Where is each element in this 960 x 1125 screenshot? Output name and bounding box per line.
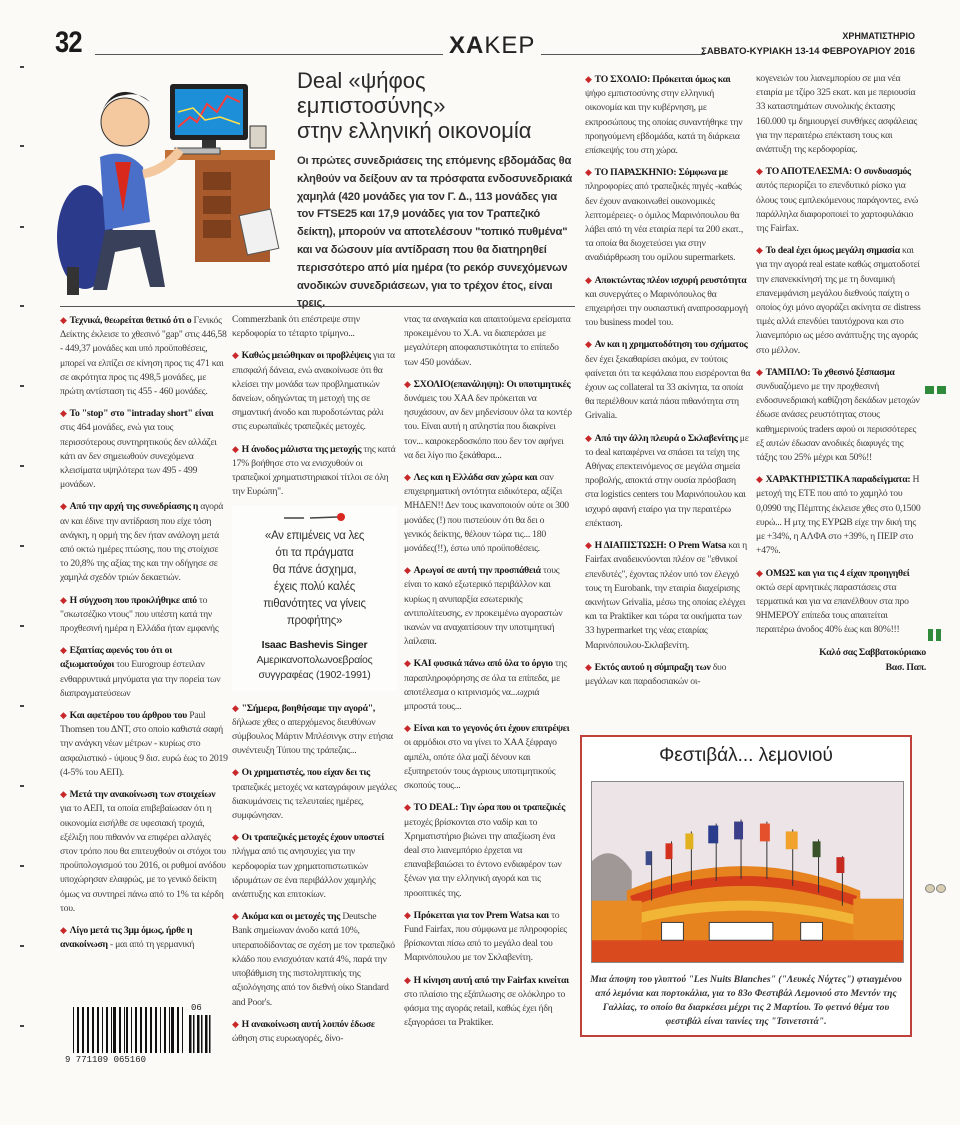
- paragraph-lead-in: Το deal έχει όμως μεγάλη σημασία: [765, 245, 900, 257]
- article-paragraph: [585, 431, 751, 531]
- paragraph-lead-in: Καθώς μειώθηκαν οι προβλέψεις: [241, 350, 371, 362]
- article-paragraph: [404, 313, 572, 370]
- desk-drawer: [203, 220, 231, 238]
- margin-tick: [20, 625, 24, 627]
- paragraph-text: οι αρμόδιοι στο να γίνει το ΧΑΑ ξέφραγο αμπέλι, οπότε όλα μαζί δένουν και εξυπηρετούν τους άγριους υποτιμητικούς σκοπούς τους...: [404, 737, 557, 792]
- paragraph-lead-in: Τεχνικά, θεωρείται θετικό ότι ο: [69, 315, 192, 326]
- paragraph-text: του Eurogroup έστειλαν ενθαρρυντικά μηνύματα για την πορεία των διαπραγματεύσεων: [60, 659, 221, 699]
- paragraph-lead-in: Η κίνηση αυτή από την Fairfax κινείται: [413, 974, 569, 986]
- paragraph-lead-in: Εξαιτίας αφενός του ότι οι αξιωματούχοι: [60, 645, 172, 671]
- article-paragraph: [404, 470, 572, 556]
- paragraph-lead-in: Μετά την ανακοίνωση των στοιχείων: [69, 789, 216, 801]
- barcode-addon-bar: [201, 1015, 203, 1053]
- column-2-bottom: [232, 701, 397, 1046]
- paragraph-lead-in: Και αφετέρου του άρθρου του: [69, 710, 188, 722]
- bullet-diamond-icon: ◆: [232, 832, 239, 843]
- margin-tick: [20, 785, 24, 787]
- bullet-diamond-icon: ◆: [585, 540, 592, 551]
- quote-text: [234, 528, 395, 630]
- article-paragraph: [404, 721, 572, 793]
- barcode-bar: [126, 1007, 128, 1053]
- signoff: [756, 645, 926, 675]
- paragraph-text: αυτός περιορίζει το επενδυτικό ρίσκο για όλους τους εμπλεκόμενους παράγοντες, ενώ παράλληλα διαφοροποιεί το χαρτοφυλάκιο της Fairfax.: [756, 180, 919, 235]
- barcode-bar: [131, 1007, 132, 1053]
- paragraph-lead-in: ΣΧΟΛΙΟ(επανάληψη): Οι υποτιμητικές: [413, 378, 571, 390]
- barcode-bar: [150, 1007, 152, 1053]
- article-paragraph: [585, 273, 751, 331]
- bullet-diamond-icon: ◆: [60, 501, 67, 512]
- article-paragraph: [756, 164, 926, 236]
- barcode-bar: [119, 1007, 121, 1053]
- barcode-bar: [140, 1007, 142, 1053]
- paragraph-lead-in: Ακόμα και οι μετοχές της: [241, 911, 341, 923]
- trader-head: [101, 98, 149, 146]
- bullet-diamond-icon: ◆: [232, 1018, 239, 1029]
- issue-date: ΣΑΒΒΑΤΟ-ΚΥΡΙΑΚΗ 13-14 ΦΕΒΡΟΥΑΡΙΟΥ 2016: [701, 46, 915, 57]
- margin-tick: [20, 1025, 24, 1027]
- base-stripe: [592, 940, 903, 962]
- paragraph-lead-in: Πρόκειται για τον Prem Watsa και: [413, 909, 549, 921]
- bullet-diamond-icon: ◆: [756, 567, 763, 578]
- signoff-greeting: Καλό σας Σαββατοκύριακο: [819, 646, 926, 658]
- paragraph-text: Paul Thomsen του ΔΝΤ, στο οποίο καθιστά σαφή την ανάγκη νέων μέτρων - κυρίως στο ασφαλιστικό - ύψους 9 δισ. ευρώ έως το 2019 (4-5% του ΑΕΠ).: [60, 710, 228, 778]
- paragraph-text: πληροφορίες από τραπεζικές πηγές -καθώς δεν έχουν ανακοινωθεί οικονομικές λεπτομέρειες- ο όμιλος Μαρινόπουλου θα λάβει από τη νέα εταιρία περί τα 200 εκατ., τα οποία θα διοχετεύσει για στην αναδιάρθρωση του ομίλου supermarkets.: [585, 181, 744, 264]
- paragraph-text: - μαι από τη γερμανική: [107, 939, 195, 951]
- section-title-rest: ΚΕΡ: [484, 32, 536, 59]
- paragraph-text: και η Fairfax αναδεικνύονται πλέον σε "εθνικοί επενδυτές", έχοντας πλέον υπό τον έλεγχό τους τη Eurobank, την εταιρία διαχείρισης ακινήτων Grivalia, μέσω της οποίας ελέγχει και τα Praktiker και τώρα τα οικήματα των 33 hypermarket της νέας εταιρίας Μαρινόπουλου-Σκλαβενίτη.: [585, 540, 747, 651]
- barcode-bar: [155, 1007, 157, 1053]
- barcode-bar: [77, 1007, 79, 1053]
- margin-tick: [20, 226, 24, 228]
- header-rule: [95, 54, 705, 55]
- barcode-bar: [111, 1007, 112, 1053]
- paragraph-text: αγορά αν και έδινε την αντίδραση που είχε τόση ανάγκη, η ορμή της δεν ήταν ανάλογη μετά από οκτώ ημέρες πτώσης, που της στοίχισε το 20,8% της αξίας της και την οδήγησε σε χαμηλά σχεδόν τριών δεκαετιών.: [60, 501, 224, 584]
- barcode-bar: [169, 1007, 170, 1053]
- paragraph-text: συνδυαζόμενο με την προχθεσινή ενδοσυνεδριακή καθίζηση δεκάδων μετοχών έδωσε ανάσες ρευστότητας στους καθημερινούς traders αφού οι περισσότερες εξ αυτών έδωσαν ανοδικές διαφυγές της τάξης του 25% μέχρι και 50%!!: [756, 381, 920, 464]
- article-paragraph: [232, 701, 397, 759]
- photo-feature-title: Φεστιβάλ... λεμονιού: [659, 745, 833, 766]
- barcode-bar: [73, 1007, 74, 1053]
- paragraph-text: στις 464 μονάδες, ενώ για τους περισσότερους συντηρητικούς δεν αλλάζει κάτι αν δεν σημειωθούν συνεχόμενα κλεισίματα υψηλότερα των 495 - 499 μονάδων.: [60, 422, 217, 491]
- article-paragraph: [404, 377, 572, 463]
- barcode-bar: [145, 1007, 147, 1053]
- bullet-diamond-icon: ◆: [60, 710, 67, 721]
- article-paragraph: [404, 973, 572, 1031]
- barcode: [65, 1005, 215, 1067]
- newspaper-name: ΧΡΗΜΑΤΙΣΤΗΡΙΟ: [842, 31, 915, 41]
- paragraph-text: δυο μεγάλων και παραδοσιακών οι-: [585, 661, 727, 687]
- article-paragraph: [60, 313, 228, 399]
- barcode-bar: [82, 1007, 84, 1053]
- article-header: [297, 68, 574, 313]
- paragraph-text: της κατά 17% βοήθησε στο να ενισχυθούν οι τραπεζικοί χρηματιστηριακοί τίτλοι σε όλη την Ευρώπη".: [232, 443, 396, 498]
- paragraph-lead-in: Λες και η Ελλάδα σαν χώρα και: [413, 472, 538, 484]
- bullet-diamond-icon: ◆: [60, 789, 67, 800]
- paragraph-lead-in: ΤΟ DEAL: Την ώρα που οι τραπεζικές: [413, 802, 566, 814]
- barcode-addon-bar: [189, 1015, 192, 1053]
- paragraph-text: της παραπληροφόρησης σε όλα τα επίπεδα, με αποτέλεσμα ο κιτρινισμός να...ωχριά μπροστά τους...: [404, 658, 567, 713]
- barcode-bar: [177, 1007, 179, 1053]
- article-paragraph: [232, 1017, 397, 1046]
- monitor-screen: [175, 89, 243, 135]
- chair-base: [67, 267, 79, 295]
- margin-green-squares: [925, 381, 947, 389]
- paragraph-text: ντας τα αναγκαία και απαιτούμενα ερείσματα προκειμένου το Χ.Α. να διαπεράσει με μεγαλύτερη αποφασιστικότητα το επίπεδο των 450 μονάδων.: [404, 314, 571, 368]
- page-header: [55, 20, 915, 60]
- bullet-diamond-icon: ◆: [60, 645, 67, 656]
- paragraph-text: Η μετοχή της ΕΤΕ που από το χαμηλό του 0,0990 της Πέμπτης έκλεισε χθες στο 0,1500 ευρώ... Η μτχ της ΕΥΡΩΒ είχε την δική της με +34%, η ΑΛΦΑ στο +39%, η ΠΕΙΡ στο +47%.: [756, 474, 921, 557]
- article-paragraph: [404, 656, 572, 714]
- paragraph-text: και συνεργάτες ο Μαρινόπουλος θα επιχειρήσει την ουσιαστική αναπροσαρμογή του business model του.: [585, 288, 748, 329]
- column-1: [60, 313, 228, 959]
- bullet-diamond-icon: ◆: [756, 474, 763, 485]
- desk-drawer: [203, 172, 231, 190]
- paragraph-text: οκτώ σερί αρνητικές παραστάσεις στα τερματικά και για να επανέλθουν στα προ 9ΗΜΕΡΟΥ επίπεδα τους απαιτείται περαιτέρω άνοδος 40% έως και 80%!!!: [756, 581, 909, 636]
- paragraph-text: Deutsche Bank σημείωναν άνοδο κατά 10%, υπεραποδίδοντας σε σχέση με τον τραπεζικό κλάδο που ενισχυόταν κατά 4%, παρά την υποβάθμιση της πιστοληπτικής της αξιολόγησης από τον διεθνή οίκο Standard and Poor's.: [232, 911, 395, 1008]
- quote-line: θα πάνε άσχημα,: [272, 564, 357, 577]
- bullet-diamond-icon: ◆: [404, 378, 411, 389]
- bullet-diamond-icon: ◆: [404, 472, 411, 483]
- barcode-bar: [102, 1007, 103, 1053]
- paragraph-text: δεν έχει ξεκαθαρίσει ακόμα, εν τούτοις φαίνεται ότι τα κεφάλαια που εισρέρονται θα έχουν ως collateral τα 33 ακίνητα, τα οποία θα περιέλθουν κατά πάσα πιθανότητα στη Grivalia.: [585, 353, 751, 422]
- bullet-diamond-icon: ◆: [232, 702, 239, 713]
- quote-line: έχεις πολύ καλές: [273, 581, 356, 594]
- paragraph-lead-in: Αρωγοί σε αυτή την προσπάθειά: [413, 565, 541, 577]
- paragraph-lead-in: ΧΑΡΑΚΤΗΡΙΣΤΙΚΑ παραδείγματα:: [765, 474, 911, 486]
- margin-tick: [20, 385, 24, 387]
- margin-tick: [20, 945, 24, 947]
- paragraph-text: και για την αγορά real estate καθώς σηματοδοτεί την επανεκκίνησή της με τη δυναμική επανεμφάνιση μεγάλου διεθνούς παίχτη ο οποίος όχι μόνο αγοράζει ακίνητα σε distress τιμές αλλά επενδύει ταυτόχρονα και στο λιανεμπόριο ως μέσο ανάπτυξης της αγοράς στο μέλλον.: [756, 245, 921, 356]
- paragraph-text: το "σκωτσέζικο ντους" που υπέστη κατά την προχθεσινή ημέρα η Ελλάδα ήταν εμφανής: [60, 594, 219, 635]
- barcode-bar: [164, 1007, 166, 1053]
- window: [709, 922, 773, 940]
- paragraph-lead-in: ΟΜΩΣ και για τις 4 είχαν προηγηθεί: [765, 567, 910, 579]
- margin-pause-mark: [928, 628, 944, 640]
- photo-caption: Μια άποψη του γλυπτού "Les Nuits Blanches" ("Λευκές Νύχτες") φτιαγμένου από λεμόνια και πορτοκάλια, για το 83ο Φεστιβάλ Λεμονιού στο Μεντόν της Γαλλίας, το οποίο θα διαρκέσει μέχρι τις 2 Μαρτίου. Το φετινό θέμα του φεστιβάλ είναι ταινίες της "Τσινετσιτά".: [590, 974, 902, 1027]
- paragraph-text: κογενειών του λιανεμπορίου σε μια νέα εταιρία με τζίρο 325 εκατ. και με περιουσία 33 καταστημάτων συνολικής έκτασης 160.000 τμ δημιουργεί συνθήκες ασφάλειας για την περαιτέρω επέκταση τους και ανάπτυξη της κερδοφορίας.: [756, 73, 918, 156]
- bullet-diamond-icon: ◆: [585, 432, 592, 443]
- bullet-diamond-icon: ◆: [756, 166, 763, 177]
- bullet-diamond-icon: ◆: [585, 74, 592, 84]
- article-paragraph: [60, 593, 228, 637]
- paragraph-lead-in: Η σύγχυση που προκλήθηκε από: [69, 594, 197, 606]
- paragraph-lead-in: ΤΟ ΑΠΟΤΕΛΕΣΜΑ: Ο συνδυασμός: [765, 166, 911, 178]
- bullet-diamond-icon: ◆: [60, 315, 67, 325]
- paragraph-text: Commerzbank ότι επέστρεψε στην κερδοφορία το τέταρτο τρίμηνο...: [232, 314, 360, 340]
- article-paragraph: [585, 337, 751, 423]
- margin-tick: [20, 545, 24, 547]
- bullet-diamond-icon: ◆: [232, 767, 239, 778]
- paragraph-lead-in: Από την άλλη πλευρά ο Σκλαβενίτης: [594, 432, 738, 444]
- barcode-bar: [113, 1007, 116, 1053]
- quote-line: πιθανότητες να γίνεις: [263, 598, 366, 611]
- headline-line: στην ελληνική οικονομία: [297, 118, 532, 143]
- barcode-bar: [182, 1007, 183, 1053]
- bullet-diamond-icon: ◆: [756, 245, 763, 256]
- paragraph-lead-in: ΤΟ ΣΧΟΛΙΟ: Πρόκειται όμως και: [594, 74, 731, 85]
- paragraph-text: ψήφο εμπιστοσύνης στην ελληνική οικονομία και την κυβέρνηση, με εκπροσώπους της οποίας συναντήθηκε την προηγούμενη εβδομάδα, κατά τη διάρκεια επίσκεψής του στη χώρα.: [585, 88, 743, 157]
- window: [662, 922, 684, 940]
- paragraph-lead-in: Λίγο μετά τις 3μμ όμως, ήρθε η ανακοίνωση: [60, 924, 193, 951]
- margin-circles: [925, 880, 949, 890]
- paragraph-lead-in: ΤΟ ΠΑΡΑΣΚΗΝΙΟ: Σύμφωνα με: [594, 167, 728, 179]
- headline-line: εμπιστοσύνης»: [297, 93, 446, 118]
- paragraph-text: για τα επισφαλή δάνεια, ενώ ανακοίνωσε ότι θα κλείσει την μονάδα των προβληματικών δανείων, οδηγώντας τη μετοχή της σε σημαντική άνοδο και πυροδοτώντας ράλι στις ευρωπαϊκές τραπεζικές μετοχές.: [232, 350, 395, 433]
- article-paragraph: [404, 908, 572, 966]
- bullet-diamond-icon: ◆: [60, 594, 67, 605]
- paragraph-text: το Fund Fairfax, που σύμφωνα με πληροφορίες βρίσκονται πίσω από το μεγάλο deal του Μαρινόπουλου με τον Σκλαβενίτη.: [404, 909, 567, 964]
- paragraph-lead-in: Αν και η χρηματοδότηση του σχήματος: [594, 339, 748, 351]
- article-paragraph: [60, 708, 228, 780]
- paragraph-lead-in: Οι χρηματιστές, που είχαν δει τις: [241, 767, 370, 779]
- paragraph-lead-in: Αποκτώντας πλέον ισχυρή ρευστότητα: [594, 274, 747, 286]
- article-paragraph: [60, 499, 228, 585]
- paragraph-text: δυνάμεις του ΧΑΑ δεν πρόκειται να ησυχάσουν, αν δεν μηδενίσουν όλα τα κοντέρ του. Είναι αυτή η απληστία που διακρίνει τον... καιροκερδοσκόπο που δεν τον αφήνει να δει λίγο πιο ξεκάθαρα...: [404, 393, 572, 461]
- column-2: [232, 313, 397, 1053]
- article-paragraph: [585, 660, 751, 689]
- bullet-diamond-icon: ◆: [404, 658, 411, 669]
- barcode-bar: [87, 1007, 89, 1053]
- section-title-bold: ΧΑ: [449, 32, 485, 59]
- article-paragraph: [585, 165, 751, 265]
- column-2-top: [232, 313, 397, 499]
- article-paragraph: [232, 765, 397, 823]
- column-3: [404, 313, 572, 1037]
- section-title: [443, 32, 541, 60]
- column-4: [585, 72, 751, 696]
- article-paragraph: [756, 72, 926, 157]
- paragraph-text: στο πλαίσιο της εξάπλωσης σε ολόκληρο το φάσμα της αγοράς retail, καθώς έχει ήδη εξαγοράσει τα Praktiker.: [404, 988, 566, 1029]
- pin-icon: [280, 512, 350, 522]
- quote-box: [232, 506, 397, 690]
- bullet-diamond-icon: ◆: [756, 366, 763, 377]
- paragraph-text: πλήγμα από τις ανησυχίες για την κερδοφορία των χρηματοπιστωτικών ιδρυμάτων σε ένα περιβάλλον χαμηλής ανάπτυξης και επιτοκίων.: [232, 846, 376, 901]
- paragraph-text: τραπεζικές μετοχές να καταγράφουν μεγάλες διακυμάνσεις τις τελευταίες ημέρες, συμφώνησαν.: [232, 781, 397, 822]
- bullet-diamond-icon: ◆: [404, 974, 411, 985]
- paragraph-lead-in: ΤΑΜΠΛΟ: Το χθεσινό ξέσπασμα: [765, 366, 895, 378]
- bullet-diamond-icon: ◆: [60, 924, 67, 935]
- lemon-festival-photo[interactable]: [591, 781, 904, 963]
- margin-tick: [20, 465, 24, 467]
- article-paragraph: [756, 243, 926, 358]
- paragraph-lead-in: Η ανακοίνωση αυτή λοιπόν έδωσε: [241, 1018, 375, 1030]
- window: [801, 922, 823, 940]
- barcode-digits: 9 771109 065160: [65, 1055, 147, 1065]
- quote-author: Isaac Bashevis Singer: [261, 639, 368, 652]
- barcode-addon-bar: [205, 1015, 208, 1053]
- desk-drawer: [203, 196, 231, 214]
- paragraph-text: μετοχές βρίσκονται στο ναδίρ και το Χρηματιστήριο βιώνει την απαξίωση ένα deal στο λιανεμπόριο έρχεται να επαναβεβαιώσει το έντονο ενδιαφέρον των ξένων για την ελληνική αγορά και τις προοπτικές της.: [404, 816, 562, 899]
- article-paragraph: [756, 566, 926, 638]
- article-paragraph: [404, 800, 572, 900]
- article-lead: Οι πρώτες συνεδριάσεις της επόμενης εβδομάδας θα κληθούν να δείξουν αν τα πρόσφατα ενδοσυνεδριακά χαμηλά (420 μονάδες για τον Γ. Δ., 113 μονάδες για τον FTSE25 και 17,9 μονάδες για τον Τραπεζικό δείκτη), μπορούν να αποτελέσουν "τοπικό πυθμένα" και να δώσουν μία αντίδραση που θα διατηρηθεί περισσότερο από μία ημέρα (το ρεκόρ συνεχόμενων ανοδικών συνεδριάσεων, για το τρέχον έτος, είναι τρεις.: [297, 155, 573, 310]
- paragraph-text: Γενικός Δείκτης έκλεισε το χθεσινό "gap" στις 446,58 - 449,37 μονάδες και υπό προϋποθέσεις, μπορεί να ελπίζει σε κίνηση προς τις 471 και σε ακρότητα προς τις 498,5 μονάδες, με πρώτη αντίσταση τις 455 - 460 μονάδες.: [60, 315, 227, 398]
- article-paragraph: [404, 563, 572, 649]
- quote-line: προφήτης»: [286, 615, 343, 628]
- paragraph-lead-in: Εκτός αυτού η σύμπραξη των: [594, 661, 711, 673]
- lead-divider: [60, 306, 575, 307]
- paragraph-lead-in: Η άνοδος μάλιστα της μετοχής: [241, 443, 362, 455]
- article-paragraph: [756, 365, 926, 465]
- paragraph-text: για το ΑΕΠ, τα οποία επιβεβαίωσαν ότι η οικονομία εισήλθε σε υφεσιακή τροχιά, εξέλιξη που πιθανόν να επιφέρει αλλαγές στον τρόπο που θα επιτευχθούν οι στόχοι του προϋπολογισμού του 2016, οι ρυθμοί ανόδου υποχώρησαν ελαφρώς, με το γενικό δείκτη όμως να συντηρεί πάνω από το 1% τα κέρδη του.: [60, 803, 226, 914]
- article-paragraph: [756, 472, 926, 558]
- article-paragraph: [232, 313, 397, 341]
- article-headline: [297, 68, 574, 143]
- paragraph-text: τους είναι το κακό εξωτερικό περιβάλλον και κυρίως η ανυπαρξία εσωτερικής αντιπολίτευσης, εν προκειμένω αγοραστών ικανών να αναχαιτίσουν την υποτιμητική λαίλαπα.: [404, 565, 563, 648]
- column-5-paragraphs: [756, 72, 926, 638]
- bullet-diamond-icon: ◆: [404, 909, 411, 920]
- barcode-bar: [171, 1007, 174, 1053]
- page-number: 32: [55, 26, 82, 59]
- article-paragraph: [232, 348, 397, 434]
- paragraph-lead-in: Οι τραπεζικές μετοχές έχουν υποστεί: [241, 832, 385, 844]
- barcode-addon-bar: [209, 1015, 211, 1053]
- bullet-diamond-icon: ◆: [585, 661, 592, 672]
- barcode-bar: [124, 1007, 125, 1053]
- column-5: [756, 72, 926, 675]
- photo-feature-box: [580, 735, 912, 1037]
- barcode-addon: 06: [191, 1003, 202, 1013]
- bullet-diamond-icon: ◆: [585, 339, 592, 350]
- paragraph-lead-in: Από την αρχή της συνεδρίασης η: [69, 501, 199, 513]
- barcode-addon-bar: [197, 1015, 200, 1053]
- trader-legs: [93, 230, 165, 290]
- paragraph-text: με το deal καταφέρνει να σπάσει τα τείχη της Αθήνας επεκτεινόμενος σε μεγάλα σημεία προβολής, αποκτά στην ουσία πρόσβαση στα logistics centers του Μαρινόπουλου και ισχυρό αφανή εταίρο για την περαιτέρω επέκταση.: [585, 432, 749, 529]
- paragraph-lead-in: Η ΔΙΑΠΙΣΤΩΣΗ: Ο Prem Watsa: [594, 540, 727, 552]
- margin-tick: [20, 145, 24, 147]
- trader-cartoon-illustration: [45, 62, 285, 297]
- article-paragraph: [585, 72, 751, 158]
- bullet-diamond-icon: ◆: [232, 911, 239, 922]
- bullet-diamond-icon: ◆: [404, 723, 411, 734]
- quote-line: «Αν επιμένεις να λες: [264, 530, 365, 543]
- barcode-bar: [135, 1007, 137, 1053]
- bullet-diamond-icon: ◆: [60, 408, 67, 419]
- bullet-diamond-icon: ◆: [404, 565, 411, 576]
- article-paragraph: [585, 538, 751, 653]
- bullet-diamond-icon: ◆: [585, 274, 592, 285]
- quote-line: ότι τα πράγματα: [275, 547, 354, 560]
- paragraph-text: ώθηση στις ευρωαγορές, δίνο-: [232, 1032, 344, 1044]
- article-paragraph: [232, 442, 397, 500]
- quote-author-role: συγγραφέας (1902-1991): [258, 668, 371, 681]
- headline-line: Deal «ψήφος: [297, 68, 426, 93]
- signoff-author: Βασ. Παπ.: [885, 661, 926, 673]
- article-paragraph: [232, 909, 397, 1009]
- margin-tick: [20, 66, 24, 68]
- barcode-bar: [106, 1007, 108, 1053]
- paragraph-lead-in: "Σήμερα, βοηθήσαμε την αγορά",: [241, 702, 376, 714]
- barcode-bar: [160, 1007, 161, 1053]
- margin-tick: [20, 705, 24, 707]
- paragraph-text: σαν επιχειρηματική οντότητα ειδικότερα, αξίζει ΜΗΔΕΝ!! Δεν τους ικανοποιούν ούτε οι 300 μονάδες (!) που πιστεύουν ότι θα δει ο γενικός δείκτης, θέλουν τώρα τις... 180 μονάδες(!!), έστω υπό προϋποθέσεις.: [404, 472, 569, 555]
- coffee-cup-icon: [250, 126, 266, 148]
- barcode-addon-bar: [193, 1015, 195, 1053]
- bullet-diamond-icon: ◆: [232, 350, 239, 361]
- article-paragraph: [60, 406, 228, 492]
- article-paragraph: [60, 923, 228, 952]
- paragraph-text: δήλωσε χθες ο απερχόμενος διευθύνων σύμβουλος Μάρτιν Μπλέσινγκ στην ετήσια συνέντευξη Τύπου της τράπεζας...: [232, 716, 393, 757]
- margin-tick: [20, 865, 24, 867]
- barcode-bar: [92, 1007, 94, 1053]
- paragraph-lead-in: Το "stop" στο "intraday short" είναι: [69, 408, 214, 420]
- quote-author-role: Αμερικανοπολωνοεβραίος: [256, 653, 373, 666]
- barcode-bar: [97, 1007, 99, 1053]
- trader-arm: [143, 150, 180, 174]
- paragraph-lead-in: Είναι και το γεγονός ότι έχουν επιτρέψει: [413, 723, 570, 735]
- article-paragraph: [232, 830, 397, 902]
- article-paragraph: [60, 787, 228, 916]
- bullet-diamond-icon: ◆: [404, 802, 411, 813]
- article-paragraph: [60, 643, 228, 701]
- margin-tick: [20, 305, 24, 307]
- paragraph-lead-in: ΚΑΙ φυσικά πάνω από όλα το όργιο: [413, 658, 553, 670]
- bullet-diamond-icon: ◆: [232, 443, 239, 454]
- bullet-diamond-icon: ◆: [585, 167, 592, 178]
